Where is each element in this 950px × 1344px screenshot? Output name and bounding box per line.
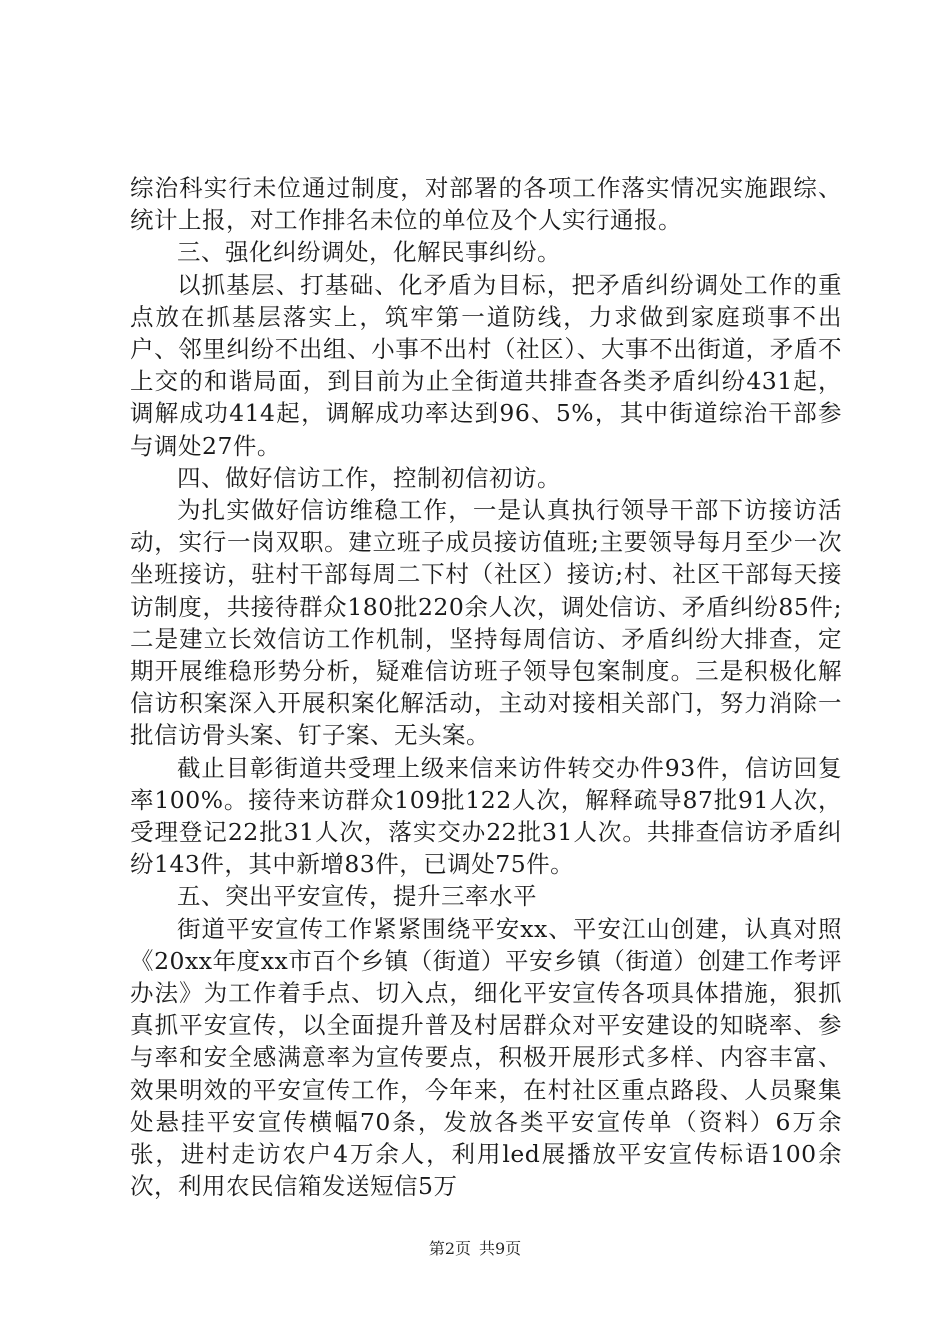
- section-heading-3: 三、强化纠纷调处，化解民事纠纷。: [177, 238, 561, 267]
- paragraph-petition-work: 为扎实做好信访维稳工作，一是认真执行领导干部下访接访活动，实行一岗双职。建立班子成员接访值班;主要领导每月至少一次坐班接访，驻村干部每周二下村（社区）接访;村、社区干部每天接访制度，共接待群众180批220余人次，调处信访、矛盾纠纷85件;二是建立长效信访工作机制，坚持每周信访、矛盾纠纷大排查，定期开展维稳形势分析，疑难信访班子领导包案制度。三是积极化解信访积案深入开展积案化解活动，主动对接相关部门，努力消除一批信访骨头案、钉子案、无头案。: [130, 496, 842, 750]
- paragraph-petition-stats: 截止目彰街道共受理上级来信来访件转交办件93件，信访回复率100%。接待来访群众109批122人次，解释疏导87批91人次，受理登记22批31人次，落实交办22批31人次。共排查信访矛盾纠纷143件，其中新增83件，已调处75件。: [130, 753, 842, 879]
- paragraph-continuation: 综治科实行未位通过制度，对部署的各项工作落实情况实施跟综、统计上报，对工作排名未位的单位及个人实行通报。: [130, 174, 842, 235]
- paragraph-safety-publicity: 街道平安宣传工作紧紧围绕平安xx、平安江山创建，认真对照《20xx年度xx市百个乡镇（街道）平安乡镇（街道）创建工作考评办法》为工作着手点、切入点，细化平安宣传各项具体措施，狠抓真抓平安宣传，以全面提升普及村居群众对平安建设的知晓率、参与率和安全感满意率为宣传要点，积极开展形式多样、内容丰富、效果明效的平安宣传工作，今年来，在村社区重点路段、人员聚集处悬挂平安宣传横幅70条，发放各类平安宣传单（资料）6万余张，进村走访农户4万余人，利用led展播放平安宣传标语100余次，利用农民信箱发送短信5万: [130, 914, 842, 1201]
- page-footer: [0, 1236, 950, 1259]
- paragraph-dispute-mediation: 以抓基层、打基础、化矛盾为目标，把矛盾纠纷调处工作的重点放在抓基层落实上，筑牢第一道防线，力求做到家庭琐事不出户、邻里纠纷不出组、小事不出村（社区）、大事不出街道，矛盾不上交的和谐局面，到目前为止全街道共排查各类矛盾纠纷431起，调解成功414起，调解成功率达到96、5%，其中街道综治干部参与调处27件。: [130, 270, 842, 460]
- section-heading-5: 五、突出平安宣传，提升三率水平: [177, 882, 537, 911]
- page-number: 第2页: [428, 1239, 471, 1258]
- section-heading-4: 四、做好信访工作，控制初信初访。: [177, 463, 561, 492]
- page-total: 共9页: [479, 1239, 522, 1258]
- body-text: [130, 172, 842, 1203]
